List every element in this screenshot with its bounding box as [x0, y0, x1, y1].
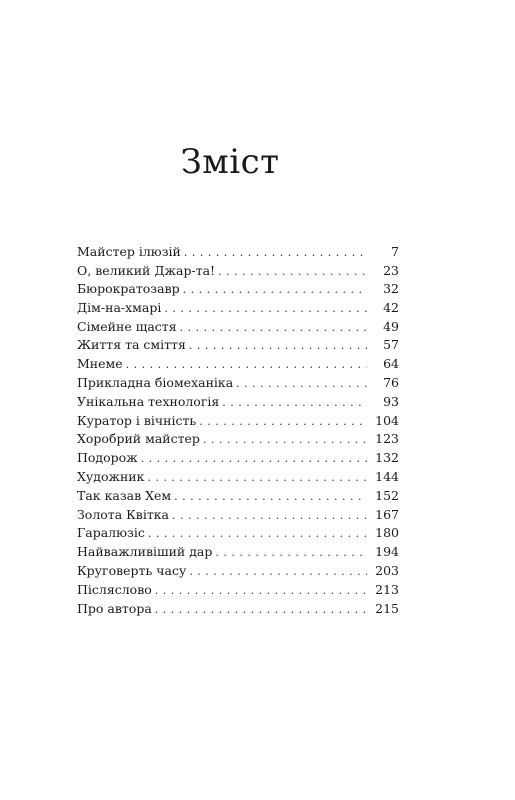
toc-entry-page: 76 [383, 375, 399, 391]
dot-leader [189, 563, 367, 582]
dot-leader [141, 450, 367, 469]
dot-leader [172, 507, 367, 526]
dot-leader [222, 394, 367, 413]
toc-entry-page: 144 [375, 469, 399, 484]
toc-entry-page: 194 [375, 544, 399, 560]
dot-leader [155, 582, 367, 601]
dot-leader [189, 337, 367, 356]
toc-entry-title: Про автора [77, 600, 152, 616]
toc-entry-title: Хоробрий майстер [77, 431, 200, 447]
toc-entry [77, 393, 399, 412]
dot-leader [180, 319, 367, 338]
toc-entry-title: Дім-на-хмарі [77, 299, 162, 315]
dot-leader [126, 356, 367, 375]
dot-leader [199, 413, 367, 432]
toc-entry [77, 318, 399, 337]
toc-entry [77, 430, 399, 449]
toc-entry-title: Подорож [77, 450, 138, 466]
toc-entry-page: 167 [375, 506, 399, 522]
toc-entry [77, 468, 399, 487]
toc-entry-page: 104 [375, 412, 399, 428]
toc-entry-title: Золота Квітка [77, 506, 170, 522]
toc-entry-title: Куратор і вічність [77, 412, 197, 428]
toc-entry-page: 132 [375, 450, 399, 466]
toc-entry-page: 152 [375, 487, 399, 503]
toc-entry-title: Художник [77, 469, 145, 484]
dot-leader [155, 601, 367, 620]
toc-entry-title: Післяслово [77, 581, 152, 597]
page-title: Зміст [180, 142, 280, 182]
dot-leader [174, 488, 367, 507]
toc-entry [77, 299, 399, 318]
toc-entry-title: Найважливіший дар [77, 544, 213, 560]
dot-leader [218, 263, 367, 282]
toc-entry [77, 449, 399, 468]
toc-entry-page: 23 [383, 262, 399, 278]
table-of-contents [77, 243, 399, 618]
toc-entry [77, 487, 399, 506]
toc-entry-page: 123 [375, 431, 399, 447]
toc-entry-title: Бюрократозавр [77, 281, 180, 297]
toc-entry [77, 506, 399, 525]
toc-entry [77, 355, 399, 374]
toc-entry-page: 64 [383, 356, 399, 372]
toc-entry [77, 600, 399, 619]
toc-entry-page: 93 [383, 393, 399, 409]
toc-entry-page: 32 [383, 281, 399, 297]
toc-entry-title: Сімейне щастя [77, 318, 177, 334]
toc-entry-title: Життя та сміття [77, 337, 186, 353]
toc-entry-title: Майстер ілюзій [77, 244, 181, 259]
toc-entry-page: 180 [375, 525, 399, 541]
dot-leader [148, 525, 367, 544]
toc-entry-page: 42 [383, 299, 399, 315]
toc-entry-title: Прикладна біомеханіка [77, 375, 234, 391]
toc-entry-title: О, великий Джар-та! [77, 262, 216, 278]
dot-leader [203, 431, 367, 450]
toc-entry [77, 581, 399, 600]
dot-leader [184, 244, 367, 263]
toc-entry-title: Круговерть часу [77, 562, 187, 578]
toc-entry-title: Так казав Хем [77, 487, 172, 503]
toc-entry-title: Унікальна технологія [77, 393, 220, 409]
toc-entry [77, 243, 399, 262]
toc-entry [77, 562, 399, 581]
dot-leader [215, 544, 367, 563]
toc-entry [77, 262, 399, 281]
toc-entry [77, 524, 399, 543]
toc-entry-title: Гаралюзіс [77, 525, 145, 541]
toc-entry-page: 7 [391, 244, 399, 259]
toc-entry-page: 215 [375, 600, 399, 616]
toc-entry [77, 543, 399, 562]
toc-entry-page: 57 [383, 337, 399, 353]
toc-entry [77, 374, 399, 393]
toc-entry-page: 213 [375, 581, 399, 597]
toc-entry [77, 412, 399, 431]
dot-leader [147, 469, 367, 488]
toc-entry-page: 203 [375, 562, 399, 578]
toc-entry-page: 49 [383, 318, 399, 334]
toc-entry-title: Мнеме [77, 356, 123, 372]
toc-entry [77, 280, 399, 299]
dot-leader [164, 300, 367, 319]
dot-leader [236, 375, 367, 394]
toc-entry [77, 336, 399, 355]
dot-leader [183, 281, 367, 300]
